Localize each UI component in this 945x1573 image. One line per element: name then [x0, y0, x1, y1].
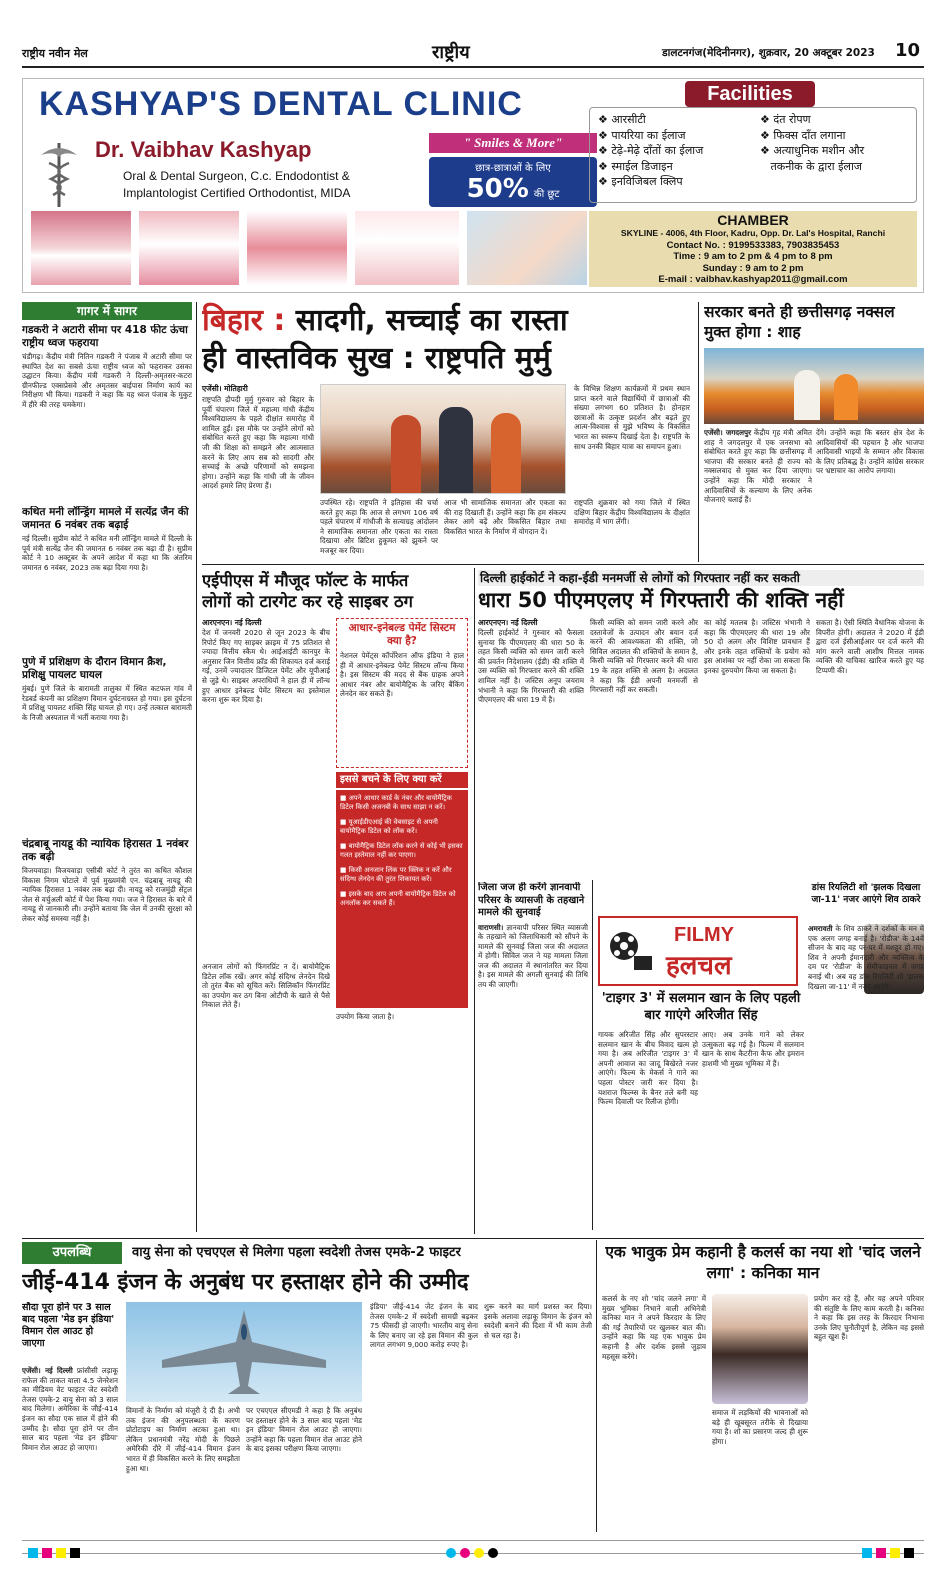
story-body-text: ज्ञानवापी परिसर स्थित व्यासजी के तहखाने को जिलाधिकारी को सौंपने के मामले की सुनवाई जिला जज की अदालत में होगी। सिविल जज ने यह मामला जिला जज की अदालत में स्थानांतरित कर दिया है। इस मामले की अगली सुनवाई की तिथि तय की जाएगी। [478, 922, 588, 990]
tejas-story [22, 1302, 592, 1532]
story-body: आज भी सामाजिक समानता और एकता का की राह दिखाती हैं। उन्होंने कहा कि हम संकल्प लेकर आगे बढ़ें और विकसित बिहार तथा विकसित भारत के निर्माण में योगदान दें। [444, 498, 566, 536]
story-body: समाज में लड़कियों की भावनाओं को बड़े ही खूबसूरत तरीके से दिखाया गया है। शो का प्रसारण जल्द ही शुरू होगा। [712, 1408, 808, 1446]
headline-label: बिहार : [202, 303, 286, 338]
story-headline: जिला जज ही करेंगे ज्ञानवापी परिसर के व्यासजी के तहखाने मामले की सुनवाई [478, 882, 585, 918]
story-headline-line2: ही वास्तविक सुख : राष्ट्रपति मुर्मु [202, 341, 551, 376]
story-body: राष्ट्रपति शुक्रवार को गया जिले में स्थित दक्षिण बिहार केंद्रीय विश्वविद्यालय के दीक्षांत समारोह में भाग लेंगी। [574, 498, 690, 527]
story-body: गायक अरिजीत सिंह और सुपरस्टार सलमान खान के बीच विवाद खत्म हो गया है। अब अरिजीत 'टाइगर 3' में अपनी आवाज का जादू बिखेरते नजर आएंगे। फिल्म के मेकर्स ने गाने का पहला पोस्टर जारी कर दिया है। यशराज फिल्म्स के बैनर तले बनी यह फिल्म दिवाली पर रिलीज होगी। [598, 1030, 698, 1107]
president-photo [320, 384, 566, 494]
tips-box [336, 790, 468, 1008]
facilities-left [598, 112, 703, 190]
facility-item: ❖ अत्याधुनिक मशीन और [760, 144, 865, 157]
section-label: गागर में सागर [22, 302, 192, 320]
box-title: आधार-इनेबल्ड पेमेंट सिस्टम क्या है? [348, 622, 456, 647]
story-byline: एजेंसी। मोतिहारी [202, 384, 248, 393]
dateline: डालटनगंज(मेदिनीनगर), शुक्रवार, 20 अक्टूबर 2023 [662, 47, 875, 59]
story-body: के विभिन्न शिक्षण कार्यक्रमों में प्रथम स्थान प्राप्त करने वाले विद्यार्थियों में छात्राओं की संख्या लगभग 60 प्रतिशत है। होनहार छात्राओं के उत्कृष्ट प्रदर्शन और बढ़ते हुए आत्म-विश्वास से मुझे भविष्य के विकसित भारत का स्वरूप दिखाई देता है। राष्ट्रपति के साथ उनकी बिहार यात्रा का समापन हुआ। [574, 384, 690, 451]
story-kicker: वायु सेना को एचएएल से मिलेगा पहला स्वदेशी तेजस एमके-2 फाइटर [132, 1245, 461, 1260]
story-headline: एईपीएस में मौजूद फॉल्ट के मार्फत [202, 571, 409, 590]
story-headline: सरकार बनते ही छत्तीसगढ़ नक्सल मुक्त होगा : शाह [704, 303, 895, 341]
story-body: देश में जनवरी 2020 से जून 2023 के बीच रिपोर्ट किए गए साइबर क्राइम में 75 प्रतिशत से ज्यादा वित्तीय स्कैम थे। आईआईटी कानपुर के अनुसार जिन वित्तीय फ्रॉड की शिकायत दर्ज कराई गई, उनमें ज्यादातर डिजिटल पेमेंट और यूपीआई से जुड़े थे। साइबर अपराधियों ने हाल ही में लॉन्च हुए आधार इनेबल्ड पेमेंट सिस्टम का इस्तेमाल करना शुरू कर दिया है। [202, 628, 330, 705]
fighter-jet-icon [126, 1302, 362, 1402]
bihar-story [202, 302, 694, 560]
story-heading: पुणे में प्रशिक्षण के दौरान विमान क्रैश, प्रशिक्षु पायलट घायल [22, 656, 167, 681]
story-byline-body [704, 428, 812, 558]
story-body: सकता है। ऐसी स्थिति वैधानिक योजना के विपरीत होगी। अदालत ने 2020 में ईडी द्वारा दर्ज ईसीआईआर पर दर्ज करने की मांग करने वाली आशीष मित्तल नामक व्यक्ति की याचिका खारिज करते हुए यह टिप्पणी की। [816, 618, 924, 675]
story-body: नई दिल्ली। सुप्रीम कोर्ट ने कथित मनी लॉन्ड्रिंग मामले में दिल्ली के पूर्व मंत्री सत्येंद्र जैन की जमानत 6 नवंबर तक बढ़ा दी है। सुप्रीम कोर्ट ने 10 अक्टूबर के अपने आदेश में कहा था कि अंतरिम जमानत 6 नवंबर, 2023 तक बढ़ा दिया गया है। [22, 534, 192, 572]
chamber-contact: Contact No. : 9199533383, 7903835453 [666, 239, 840, 251]
tip-item: ■ किसी अनजान लिंक पर क्लिक न करें और संदिग्ध लेनदेन की तुरंत शिकायत करें। [340, 866, 452, 883]
story-body: शुरू करने का मार्ग प्रशस्त कर दिया। इसके अलावा लड़ाकू विमान के इंजन को स्वदेशी बनाने की दिशा में भी काम तेजी से चल रहा है। [484, 1302, 592, 1340]
story-body: पर एचएएल सीएमडी ने कहा है कि अनुबंध पर हस्ताक्षर होने के 3 साल बाद पहला 'मेड इन इंडिया' विमान रोल आउट हो जाएगा। उन्होंने कहा कि पहला विमान रोल आउट होने के बाद इसका परीक्षण किया जाएगा। [246, 1406, 362, 1454]
story-body: उपयोग किया जाता है। [336, 1012, 395, 1021]
tip-item: ■ यूआईडीएआई की वेबसाइट से अपनी बायोमैट्रिक डिटेल को लॉक करें। [340, 818, 438, 835]
section-tag: उपलब्धि [22, 1242, 122, 1264]
tejas-jet-image [126, 1302, 362, 1402]
ed-story [478, 570, 924, 870]
chamber-address: SKYLINE - 4006, 4th Floor, Kadru, Opp. Dr. Lal's Hospital, Ranchi [620, 228, 886, 238]
story-body: दिल्ली हाईकोर्ट ने गुरुवार को फैसला सुनाया कि पीएमएलए की धारा 50 के तहत किसी व्यक्ति को समन जारी करने की प्रवर्तन निदेशालय (ईडी) की शक्ति में उस व्यक्ति को गिरफ्तार करने की शक्ति शामिल नहीं है। जस्टिस अनूप जयराम भंभानी ने कहा कि गिरफ्तारी की शक्ति पीएमएलए की धारा 19 में है। [478, 628, 584, 705]
kanika-photo [712, 1294, 808, 1404]
column-divider [596, 1240, 597, 1532]
patient-photo [467, 211, 587, 285]
tips-title: इससे बचने के लिए क्या करें [336, 772, 468, 788]
facility-item: ❖ इनविजिबल क्लिप [598, 175, 683, 188]
story-body: चंडीगढ़। केंद्रीय मंत्री नितिन गडकरी ने पंजाब में अटारी सीमा पर स्थापित देश का सबसे ऊंचा राष्ट्रीय ध्वज को फहराकर उसका उद्घाटन किया। केंद्रीय मंत्री गडकरी ने दिल्ली-अमृतसर-कटरा ग्रीनफील्ड एक्सप्रेसवे और अमृतसर बाईपास निर्माण कार्य का निरीक्षण भी किया। गडकरी ने कहा कि यह ध्वज पंजाब के मुकुट में हीरे की तरह चमकेगा। [22, 352, 192, 409]
chamber-title: CHAMBER [717, 212, 789, 228]
shiv-story [808, 882, 924, 1232]
arijit-story [598, 990, 804, 1230]
story-heading: चंद्रबाबू नायडू की न्यायिक हिरासत 1 नवंबर तक बढ़ी [22, 838, 189, 863]
dental-clinic-ad [22, 78, 924, 293]
section-name: राष्ट्रीय [432, 42, 470, 63]
facilities-right [760, 112, 864, 174]
story-body: विमानों के निर्माण को मंजूरी दे दी है। अभी तक इंजन की अनुपलब्धता के कारण प्रोटोटाइप का निर्माण अटका हुआ था। लेकिन प्रधानमंत्री नरेंद्र मोदी के पिछले अमेरिकी दौरे में जीई-414 विमान इंजन भारत में ही विकसित करने के लिए समझौता हुआ था। [126, 1406, 240, 1473]
story-body: मुंबई। पुणे जिले के बारामती तालुका में स्थित कटफल गांव में रेडबर्ड कंपनी का प्रशिक्षण विमान दुर्घटनाग्रस्त हो गया। इस दुर्घटना में प्रशिक्षु पायलट शक्ति सिंह घायल हो गए। उन्हें तत्काल बारामती के निजी अस्पताल में भर्ती कराया गया है। [22, 684, 192, 722]
story-body: कलर्स के नए शो 'चांद जलने लगा' में मुख्य भूमिका निभाने वाली अभिनेत्री कनिका मान ने अपने किरदार के लिए की गई तैयारियों पर खुलकर बात की। उन्होंने कहा कि यह एक भावुक प्रेम कहानी है और दर्शक इससे जुड़ाव महसूस करेंगे। [602, 1294, 706, 1361]
story-byline: आरएनएन। नई दिल्ली [202, 618, 262, 627]
story-headline: 'टाइगर 3' में सलमान खान के लिए पहली बार गाएंगे अरिजीत सिंह [601, 991, 801, 1023]
story-body: राष्ट्रपति द्रौपदी मुर्मु गुरुवार को बिहार के पूर्वी चंपारण जिले में महात्मा गांधी केंद्रीय विश्वविद्यालय के पहले दीक्षांत समारोह में शामिल हुईं। इस मौके पर उन्होंने लोगों को संबोधित करते हुए कहा कि महात्मा गांधी जी की शिक्षा को समझने और आत्मसात करने के लिए आप सब को सादगी और सच्चाई के अच्छे परिणामों को समझना होगा। उन्होंने कहा कि गांधी जी के जीवन आदर्श हमारे लिए प्रेरणा हैं। [202, 395, 314, 491]
story-body: देंगे। उन्होंने कहा कि बस्तर क्षेत्र देश के आदिवासियों की पहचान है और भाजपा आदिवासी भाइयों के सम्मान और विकास के लिए प्रतिबद्ध है। उन्होंने कांग्रेस सरकार पर भ्रष्टाचार का आरोप लगाया। [816, 428, 924, 476]
story-byline: आरएनएन। नई दिल्ली [478, 618, 538, 627]
story-body: का कोई मतलब है। जस्टिस भंभानी ने कहा कि पीएमएलए की धारा 19 और 50 दो अलग और विशिष्ट प्रावधान हैं और इनके तहत शक्तियों के प्रयोग को इस आशंका पर नहीं रोका जा सकता कि इनका दुरुपयोग किया जा सकता है। [704, 618, 810, 675]
page-number: 10 [895, 40, 921, 61]
aeps-box [336, 618, 468, 768]
story-body: अनजान लोगों को फिंगरप्रिंट न दें। बायोमैट्रिक डिटेल लॉक रखें। अगर कोई संदिग्ध लेनदेन दिखे तो तुरंत बैंक को सूचित करें। सिलिकॉन फिंगरप्रिंट का उपयोग कर ठग बिना ओटीपी के खाते से पैसे निकाल लेते हैं। [202, 962, 330, 1010]
column-divider [196, 302, 197, 1232]
tagline: " Smiles & More" [429, 133, 597, 153]
discount-badge [429, 157, 597, 207]
column-divider [592, 880, 593, 1230]
cyber-story [202, 570, 470, 1235]
teeth-photo [139, 211, 239, 285]
kanika-story [602, 1242, 924, 1532]
box-body: नेशनल पेमेंट्स कॉर्पोरेशन ऑफ इंडिया ने हाल ही में आधार-इनेबल्ड पेमेंट सिस्टम लॉन्च किया है। इस सिस्टम की मदद से बैंक ग्राहक अपने आधार नंबर और बायोमैट्रिक के जरिए बैंकिंग लेनदेन कर सकते हैं। [340, 651, 464, 699]
film-reel-icon [606, 928, 654, 976]
chamber-sunday: Sunday : 9 am to 2 pm [702, 262, 804, 274]
story-body: किसी व्यक्ति को समन जारी करने और दस्तावेजों के उत्पादन और बयान दर्ज करने की आवश्यकता की शक्ति, जो सिविल अदालत की शक्तियों के समान है, किसी व्यक्ति को गिरफ्तार करने की धारा 19 के तहत शक्ति से अलग है। अदालत ने कहा कि ईडी अपनी मनमर्जी से गिरफ्तारी नहीं कर सकती। [590, 618, 698, 695]
story-heading: गडकरी ने अटारी सीमा पर 418 फीट ऊंचा राष्ट्रीय ध्वज फहराया [22, 324, 188, 349]
section-divider [22, 1238, 924, 1239]
facility-item: ❖ आरसीटी [598, 113, 646, 126]
teeth-photo [247, 211, 347, 285]
filmy-logo [598, 916, 798, 986]
caduceus-icon [33, 137, 85, 209]
chhattisgarh-story [704, 302, 924, 562]
offer-percent: 50% [466, 174, 529, 204]
qualifications-2: Implantologist Certified Orthodontist, MIDA [123, 186, 351, 200]
story-headline [202, 302, 694, 340]
masthead [22, 32, 924, 68]
column-divider [698, 302, 699, 562]
tip-item: ■ बायोमैट्रिक डिटेल लॉक करने से कोई भी इसका गलत इस्तेमाल नहीं कर पाएगा। [340, 842, 463, 859]
qualifications-1: Oral & Dental Surgeon, C.c. Endodontist & [123, 169, 350, 183]
story-headline-line2: लोगों को टारगेट कर रहे साइबर ठग [202, 592, 413, 611]
paper-name: राष्ट्रीय नवीन मेल [22, 47, 88, 60]
facility-item: ❖ दंत रोपण [760, 113, 811, 126]
story-headline: धारा 50 पीएमएलए में गिरफ्तारी की शक्ति नहीं [478, 588, 844, 612]
story-body: विजयवाड़ा। विजयवाड़ा एसीबी कोर्ट ने तुरंत का कथित कौशल विकास निगम घोटाले में पूर्व मुख्यमंत्री एन. चंद्रबाबू नायडू की न्यायिक हिरासत 1 नवंबर तक बढ़ा दी। नायडू को राजमुंद्री सेंट्रल जेल से वर्चुअली कोर्ट में पेश किया गया। जज ने हिरासत के बारे में नायडू से जानकारी ली। उन्होंने बताया कि जेल में उनकी सुरक्षा को लेकर कोई समस्या नहीं है। [22, 866, 192, 923]
doctor-name: Dr. Vaibhav Kashyap [95, 137, 312, 162]
left-column [22, 302, 192, 1240]
story-byline: अमरावती [808, 924, 833, 933]
story-byline: वाराणसी। [478, 922, 504, 932]
filmy-logo-bottom: हलचल [666, 951, 732, 981]
chamber-time: Time : 9 am to 2 pm & 4 pm to 8 pm [673, 251, 833, 262]
story-body-text: के शिव ठाकरे ने दर्शकों के मन में एक अलग जगह बनाई है। 'रोडीज' के 14वें सीजन के बाद वह पर-पर में मशहूर हो गए। शिव ने अपनी ईमानदारी और व्यक्तित्व के दम पर 'रोडीज' के सेमीफाइनल में जगह बनाई थी। अब वह डांस रियलिटी शो 'झलक दिखला जा-11' में नजर आएंगे। [808, 924, 924, 991]
story-byline: एजेंसी। जगदलपुर [704, 428, 752, 437]
chamber-email: E-mail : vaibhav.kashyap2011@gmail.com [658, 274, 848, 285]
story-kicker: दिल्ली हाईकोर्ट ने कहा-ईडी मनमर्जी से लोगों को गिरफ्तार नहीं कर सकती [478, 570, 924, 586]
story-body: इंडिया' जीई-414 जेट इंजन के बाद तेजस एमके-2 में स्वदेशी सामग्री बढ़कर 75 फीसदी हो जाएगी। भारतीय वायु सेना के लिए बनाए जा रहे इस विमान की कुल लागत लगभग 9,000 करोड़ रुपए है। [370, 1302, 478, 1350]
section-divider [202, 564, 924, 565]
clinic-name: KASHYAP'S DENTAL CLINIC [39, 85, 523, 123]
tejas-kicker-bar [22, 1242, 582, 1264]
story-body [808, 924, 924, 1224]
facility-item: ❖ टेढ़े-मेढ़े दाँतों का ईलाज [598, 144, 704, 157]
facility-item: तकनीक के द्वारा ईलाज [770, 159, 862, 173]
story-body: केंद्रीय गृह मंत्री अमित शाह ने जगदलपुर में एक जनसभा को संबोधित करते हुए कहा कि छत्तीसगढ़ में भाजपा की सरकार बनते ही राज्य को नक्सलवाद से मुक्त कर दिया जाएगा। उन्होंने कहा कि मोदी सरकार ने आदिवासियों के कल्याण के लिए अनेक योजनाएं चलाई हैं। [704, 428, 812, 505]
story-heading: कथित मनी लॉन्ड्रिंग मामले में सत्येंद्र जैन की जमानत 6 नवंबर तक बढ़ाई [22, 506, 189, 531]
story-body [478, 923, 588, 1161]
tejas-headline: जीई-414 इंजन के अनुबंध पर हस्ताक्षर होने की उम्मीद [22, 1270, 469, 1295]
column-divider [474, 568, 475, 1234]
offer-line: छात्र-छात्राओं के लिए [475, 163, 551, 174]
color-registration-bar [22, 1540, 924, 1554]
facility-item: ❖ फिक्स दाँत लगाना [760, 128, 846, 142]
story-byline: एजेंसी। नई दिल्ली [22, 1366, 73, 1375]
teeth-photo [31, 211, 131, 285]
story-body [22, 1366, 118, 1532]
teeth-photo [355, 211, 459, 285]
story-headline: एक भावुक प्रेम कहानी है कलर्स का नया शो 'चांद जलने लगा' : कनिका मान [605, 1243, 921, 1282]
story-subheading: सौदा पूरा होने पर 3 साल बाद पहला 'मेड इन इंडिया' विमान रोल आउट हो जाएगा [22, 1302, 115, 1349]
facilities-title: Facilities [685, 81, 815, 107]
story-body: प्रयोग कर रहे हैं, और यह अपने परिवार की संतुष्टि के लिए काम करती है। कनिका ने कहा कि इस तरह के किरदार निभाना उनके लिए चुनौतीपूर्ण है, लेकिन वह इससे बहुत खुश हैं। [814, 1294, 924, 1342]
facility-item: ❖ स्माईल डिजाइन [598, 159, 673, 173]
offer-suffix: की छूट [533, 189, 560, 200]
rally-photo [704, 348, 924, 424]
story-body: उपस्थित रहे। राष्ट्रपति ने इतिहास की चर्चा करते हुए कहा कि आज से लगभग 106 वर्ष पहले चंपारण में गांधीजी के सत्याग्रह आंदोलन ने सामाजिक समानता और एकता का रास्ता दिखाया और ब्रिटिश हुकूमत को झुकने पर मजबूर कर दिया। [320, 498, 438, 555]
teeth-photo-strip [31, 211, 587, 285]
chamber-box [589, 211, 917, 287]
filmy-logo-top: FILMY [674, 924, 734, 946]
tip-item: ■ अपने आधार कार्ड के नंबर और बायोमैट्रिक डिटेल किसी अजनबी के साथ साझा न करें। [340, 794, 452, 811]
tip-item: ■ इसके बाद आप अपनी बायोमैट्रिक डिटेल को अनलॉक कर सकते हैं। [340, 890, 456, 907]
headline-text: सादगी, सच्चाई का रास्ता [295, 303, 568, 338]
facility-item: ❖ पायरिया का ईलाज [598, 128, 686, 142]
gyanvapi-story [478, 882, 588, 1182]
facilities-box [589, 107, 917, 203]
story-body: आए। अब उनके गाने को लेकर उत्सुकता बढ़ गई है। फिल्म में सलमान खान के साथ कैटरीना कैफ और इमरान हाशमी भी मुख्य भूमिका में हैं। [702, 1030, 804, 1068]
story-body-text: फ्रांसीसी लड़ाकू राफेल की ताकत वाला 4.5 जेनरेशन का मीडियम वेट फाइटर जेट स्वदेशी तेजस एमके-2 वायु सेना को 3 साल बाद मिलेगा। अमेरिका के जीई-414 इंजन का सौदा एक साल में होने की उम्मीद है। सौदा पूरा होने पर तीन साल बाद पहला 'मेड इन इंडिया' विमान रोल आउट हो जाएगा। [22, 1366, 118, 1452]
story-headline: डांस रियलिटी शो 'झलक दिखला जा-11' नजर आएंगे शिव ठाकरे [811, 882, 921, 905]
